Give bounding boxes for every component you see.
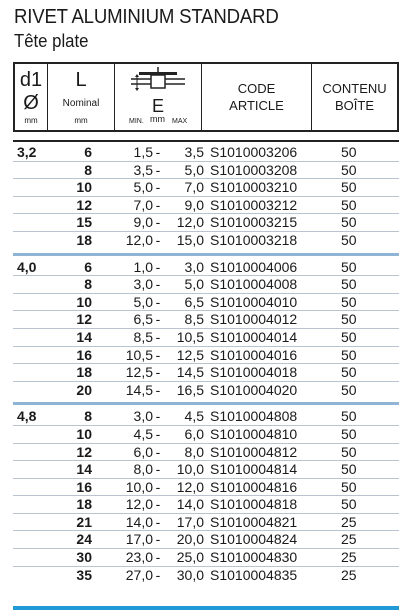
table-row [13,514,399,531]
length-cell: 15 [76,214,92,231]
quantity-cell: 50 [341,328,357,345]
quantity-cell: 50 [341,408,357,425]
table-row [13,144,399,161]
code-cell: S1010004830 [210,549,298,566]
grip-max-cell: 8,5 [184,311,204,328]
quantity-cell: 50 [341,461,357,478]
quantity-cell: 25 [341,513,357,530]
table-row [13,197,399,214]
grip-dash: - [155,293,161,310]
grip-dash: - [155,408,161,425]
grip-dash: - [155,478,161,495]
quantity-cell: 50 [341,231,357,248]
grip-min-cell: 10,5 [125,346,153,363]
table-row [13,444,399,461]
grip-max-cell: 12,0 [176,478,204,495]
table-row [13,549,399,566]
table-row [13,232,399,249]
length-cell: 18 [76,496,92,513]
code-cell: S1010004008 [210,276,298,293]
grip-min-cell: 1,0 [133,258,153,275]
grip-min-cell: 12,0 [125,231,153,248]
quantity-cell: 50 [341,214,357,231]
rivet-group [13,144,399,249]
grip-max-cell: 6,5 [184,293,204,310]
length-cell: 14 [76,461,92,478]
rivet-group [13,408,399,583]
grip-max-cell: 3,0 [184,258,204,275]
grip-max-cell: 14,5 [176,364,204,381]
page-title: RIVET ALUMINIUM STANDARD [14,6,279,28]
header-e [115,64,202,130]
grip-dash: - [155,381,161,398]
code-cell: S1010004808 [210,408,298,425]
quantity-cell: 50 [341,381,357,398]
table-row [13,179,399,196]
header-l [48,64,115,130]
grip-min-cell: 10,0 [125,478,153,495]
header-l-unit: mm [74,116,88,125]
grip-dash: - [155,364,161,381]
quantity-cell: 50 [341,364,357,381]
quantity-cell: 25 [341,549,357,566]
d1-cell: 3,2 [17,144,37,160]
code-cell: S1010004006 [210,258,298,275]
length-cell: 6 [84,258,92,275]
table-row [13,531,399,548]
grip-max-cell: 3,5 [184,144,204,160]
quantity-cell: 50 [341,258,357,275]
grip-dash: - [155,161,161,178]
table-row [13,294,399,311]
header-e-unit: mm [150,114,165,124]
quantity-cell: 50 [341,443,357,460]
length-cell: 8 [84,408,92,425]
table-row [13,347,399,364]
quantity-cell: 25 [341,531,357,548]
table-row [13,276,399,293]
length-cell: 21 [76,513,92,530]
grip-dash: - [155,346,161,363]
code-cell: S1010004810 [210,425,298,442]
code-cell: S1010004835 [210,566,298,583]
table-row [13,329,399,346]
grip-dash: - [155,566,161,583]
header-code-line2: ARTICLE [229,98,284,113]
table-row [13,496,399,513]
code-cell: S1010004818 [210,496,298,513]
quantity-cell: 50 [341,179,357,196]
length-cell: 10 [76,293,92,310]
header-contenu [312,64,397,130]
grip-min-cell: 12,0 [125,496,153,513]
grip-max-cell: 20,0 [176,531,204,548]
table-header [13,62,399,132]
grip-max-cell: 9,0 [184,196,204,213]
length-cell: 16 [76,478,92,495]
grip-max-cell: 17,0 [176,513,204,530]
grip-dash: - [155,311,161,328]
length-cell: 10 [76,179,92,196]
code-cell: S1010004824 [210,531,298,548]
quantity-cell: 50 [341,144,357,160]
grip-min-cell: 27,0 [125,566,153,583]
length-cell: 18 [76,231,92,248]
grip-dash: - [155,196,161,213]
grip-dash: - [155,443,161,460]
table-row [13,567,399,584]
code-cell: S1010003208 [210,161,298,178]
header-e-max: MAX [172,118,188,125]
d1-cell: 4,8 [17,408,37,425]
grip-max-cell: 12,0 [176,214,204,231]
grip-max-cell: 16,5 [176,381,204,398]
length-cell: 8 [84,161,92,178]
grip-min-cell: 6,0 [133,443,153,460]
grip-dash: - [155,231,161,248]
code-cell: S1010003206 [210,144,298,160]
grip-dash: - [155,144,161,160]
grip-max-cell: 7,0 [184,179,204,196]
header-d1-unit: mm [24,116,38,125]
grip-min-cell: 3,5 [133,161,153,178]
table-row [13,364,399,381]
code-cell: S1010003210 [210,179,298,196]
code-cell: S1010004812 [210,443,298,460]
grip-min-cell: 4,5 [133,425,153,442]
grip-max-cell: 5,0 [184,276,204,293]
grip-dash: - [155,513,161,530]
length-cell: 12 [76,196,92,213]
header-d1 [15,64,48,130]
grip-min-cell: 12,5 [125,364,153,381]
length-cell: 30 [76,549,92,566]
grip-dash: - [155,531,161,548]
grip-max-cell: 15,0 [176,231,204,248]
grip-dash: - [155,496,161,513]
header-e-label: E [151,96,164,116]
length-cell: 24 [76,531,92,548]
table-body [13,140,399,583]
header-code-line1: CODE [237,81,276,96]
code-cell: S1010004018 [210,364,298,381]
header-l-label: L [75,69,87,91]
quantity-cell: 50 [341,478,357,495]
table-row [13,311,399,328]
code-cell: S1010004014 [210,328,298,345]
grip-min-cell: 6,5 [133,311,153,328]
grip-max-cell: 10,0 [176,461,204,478]
quantity-cell: 50 [341,161,357,178]
grip-dash: - [155,179,161,196]
grip-max-cell: 4,5 [184,408,204,425]
code-cell: S1010003215 [210,214,298,231]
grip-min-cell: 14,5 [125,381,153,398]
quantity-cell: 25 [341,566,357,583]
rivet-diagram-icon [131,66,185,96]
header-d1-label: d1 [19,69,43,91]
length-cell: 20 [76,381,92,398]
group-separator [13,402,399,405]
header-e-min: MIN. [129,118,144,125]
code-cell: S1010003218 [210,231,298,248]
grip-max-cell: 10,5 [176,328,204,345]
grip-max-cell: 5,0 [184,161,204,178]
table-row [13,259,399,276]
grip-dash: - [155,328,161,345]
code-cell: S1010004814 [210,461,298,478]
group-separator [13,253,399,256]
length-cell: 12 [76,443,92,460]
grip-dash: - [155,549,161,566]
code-cell: S1010004020 [210,381,298,398]
code-cell: S1010004816 [210,478,298,495]
grip-min-cell: 7,0 [133,196,153,213]
quantity-cell: 50 [341,276,357,293]
length-cell: 12 [76,311,92,328]
length-cell: 6 [84,144,92,160]
length-cell: 8 [84,276,92,293]
grip-dash: - [155,258,161,275]
grip-min-cell: 9,0 [133,214,153,231]
diameter-icon: Ø [23,92,39,114]
code-cell: S1010004012 [210,311,298,328]
table-row [13,162,399,179]
code-cell: S1010004010 [210,293,298,310]
grip-min-cell: 5,0 [133,179,153,196]
table-row [13,426,399,443]
rivet-group [13,259,399,399]
length-cell: 14 [76,328,92,345]
grip-max-cell: 6,0 [184,425,204,442]
code-cell: S1010004016 [210,346,298,363]
header-cont-line1: CONTENU [322,81,387,96]
quantity-cell: 50 [341,196,357,213]
grip-min-cell: 1,5 [133,144,153,160]
grip-max-cell: 30,0 [176,566,204,583]
quantity-cell: 50 [341,311,357,328]
quantity-cell: 50 [341,293,357,310]
grip-max-cell: 8,0 [184,443,204,460]
grip-min-cell: 3,0 [133,276,153,293]
grip-dash: - [155,461,161,478]
grip-dash: - [155,276,161,293]
table-row [13,461,399,478]
grip-max-cell: 14,0 [176,496,204,513]
table-row [13,408,399,425]
grip-min-cell: 8,0 [133,461,153,478]
quantity-cell: 50 [341,496,357,513]
table-row [13,214,399,231]
grip-max-cell: 12,5 [176,346,204,363]
page-subtitle: Tête plate [14,31,89,51]
grip-min-cell: 5,0 [133,293,153,310]
grip-min-cell: 14,0 [125,513,153,530]
length-cell: 18 [76,364,92,381]
grip-dash: - [155,214,161,231]
quantity-cell: 50 [341,425,357,442]
bottom-rule [13,606,399,610]
length-cell: 16 [76,346,92,363]
quantity-cell: 50 [341,346,357,363]
header-cont-line2: BOÎTE [334,98,374,113]
header-l-sub: Nominal [62,98,100,109]
code-cell: S1010004821 [210,513,298,530]
header-code [202,64,312,130]
grip-min-cell: 23,0 [125,549,153,566]
d1-cell: 4,0 [17,258,37,275]
grip-min-cell: 17,0 [125,531,153,548]
grip-max-cell: 25,0 [176,549,204,566]
table-row [13,382,399,399]
length-cell: 10 [76,425,92,442]
grip-min-cell: 8,5 [133,328,153,345]
grip-dash: - [155,425,161,442]
grip-min-cell: 3,0 [133,408,153,425]
code-cell: S1010003212 [210,196,298,213]
length-cell: 35 [76,566,92,583]
table-row [13,479,399,496]
